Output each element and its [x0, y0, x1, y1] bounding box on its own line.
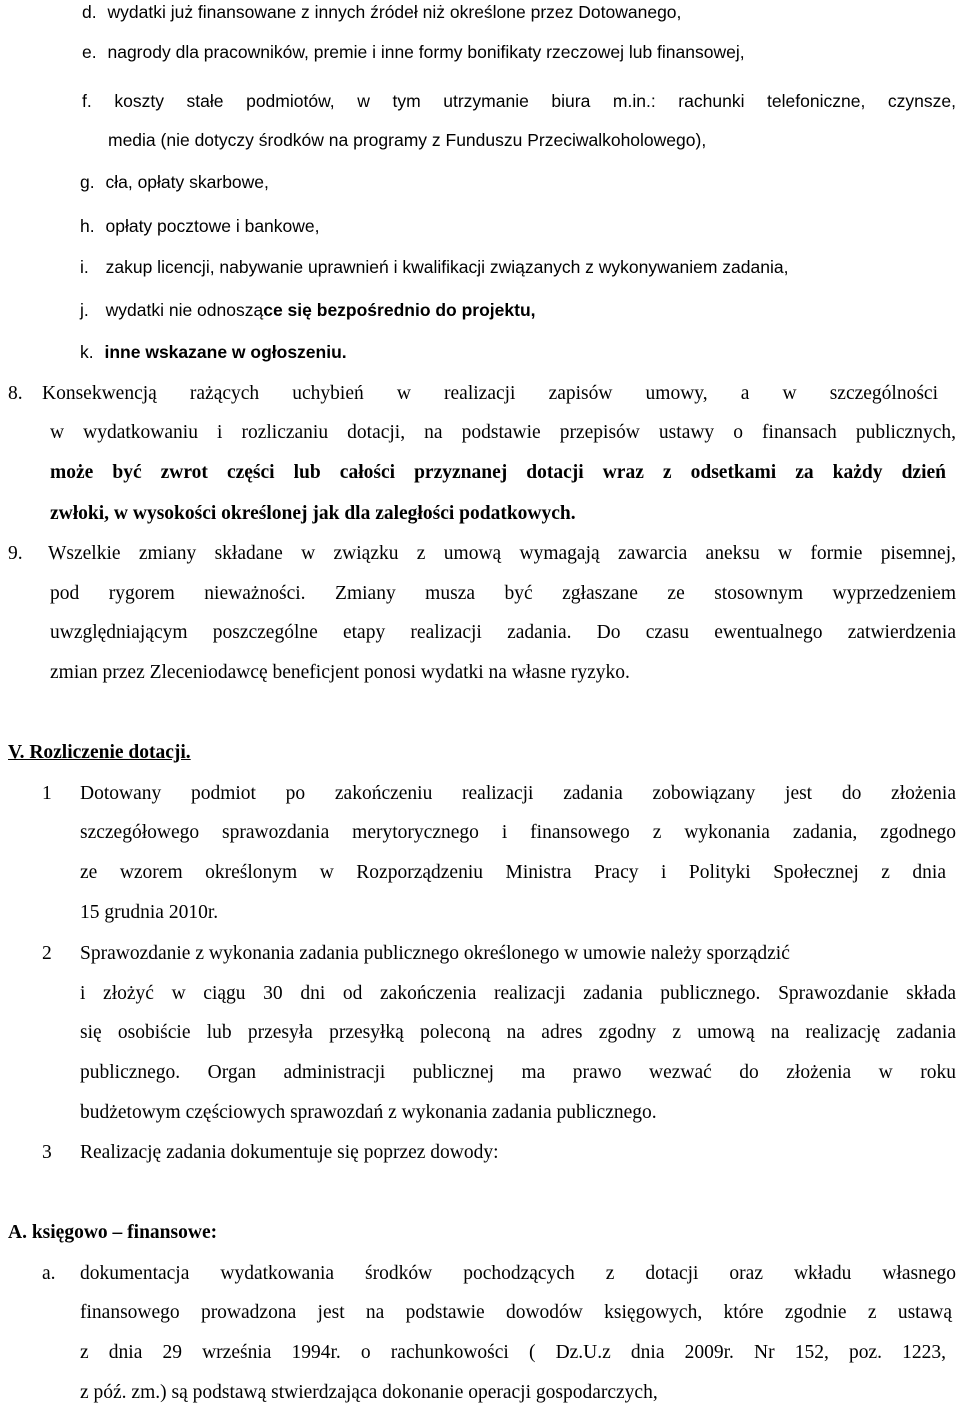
item-8-line-1: Konsekwencją rażących uchybień w realizacji zapisów umowy, a w szczególności	[42, 383, 938, 404]
list-item-g	[80, 172, 269, 193]
section-v-item-1-line-2: szczegółowego sprawozdania merytorycznego i finansowego z wykonania zadania, zgodnego	[80, 822, 956, 843]
item-8-line-2: w wydatkowaniu i rozliczaniu dotacji, na podstawie przepisów ustawy o finansach publicznych,	[50, 422, 956, 443]
list-text: zakup licencji, nabywanie uprawnień i kwalifikacji związanych z wykonywaniem zadania,	[105, 257, 789, 277]
section-a-item-a-line-2: finansowego prowadzona jest na podstawie dowodów księgowych, które zgodnie z ustawą	[80, 1302, 952, 1323]
section-v-item-2-line-4: publicznego. Organ administracji publicznej ma prawo wezwać do złożenia w roku	[80, 1062, 956, 1083]
list-text: cła, opłaty skarbowe,	[105, 172, 269, 192]
item-9-line-1: Wszelkie zmiany składane w związku z umową wymagają zawarcia aneksu w formie pisemnej,	[48, 543, 956, 564]
section-a-item-a-line-4: z póź. zm.) są podstawą stwierdzająca dokonanie operacji gospodarczych,	[80, 1382, 658, 1403]
list-item-j	[80, 300, 536, 321]
list-item-d	[82, 2, 681, 23]
list-text-normal: wydatki nie odnoszą	[105, 300, 264, 320]
list-item-f-continuation: media (nie dotyczy środków na programy z Funduszu Przeciwalkoholowego),	[108, 130, 707, 150]
list-item-k	[80, 342, 347, 363]
list-marker: f.	[82, 91, 92, 111]
list-text-bold: ce się bezpośrednio do projektu,	[263, 300, 536, 320]
section-v-item-1-number: 1	[42, 783, 52, 804]
section-a-item-a-line-3: z dnia 29 września 1994r. o rachunkowości ( Dz.U.z dnia 2009r. Nr 152, poz. 1223,	[80, 1342, 946, 1363]
section-v-item-2-line-5: budżetowym częściowych sprawozdań z wykonania zadania publicznego.	[80, 1102, 657, 1123]
section-v-item-3-line-1: Realizację zadania dokumentuje się poprzez dowody:	[80, 1142, 499, 1163]
list-marker: d.	[82, 2, 97, 22]
section-v-item-1-line-1: Dotowany podmiot po zakończeniu realizacji zadania zobowiązany jest do złożenia	[80, 783, 956, 804]
section-v-item-2-number: 2	[42, 943, 52, 964]
section-a-heading: A. księgowo – finansowe:	[8, 1222, 218, 1243]
section-v-heading: V. Rozliczenie dotacji.	[8, 742, 191, 763]
section-v-item-1-line-4: 15 grudnia 2010r.	[80, 902, 219, 923]
item-9-line-3: uwzględniającym poszczególne etapy realizacji zadania. Do czasu ewentualnego zatwierdzenia	[50, 622, 956, 643]
section-a-item-a-marker: a.	[42, 1263, 56, 1284]
section-v-item-2-line-1: Sprawozdanie z wykonania zadania publicznego określonego w umowie należy sporządzić	[80, 943, 790, 964]
section-v-item-2-line-2: i złożyć w ciągu 30 dni od zakończenia realizacji zadania publicznego. Sprawozdanie składa	[80, 983, 956, 1004]
list-marker: i.	[80, 257, 89, 277]
list-text: opłaty pocztowe i bankowe,	[105, 216, 320, 236]
section-v-item-3-number: 3	[42, 1142, 52, 1163]
list-marker: j.	[80, 300, 89, 320]
list-text: wydatki już finansowane z innych źródeł niż określone przez Dotowanego,	[107, 2, 682, 22]
item-9-number: 9.	[8, 543, 23, 564]
list-text	[106, 300, 536, 320]
section-v-item-2-line-3: się osobiście lub przesyła przesyłką poleconą na adres zgodny z umową na realizację zadania	[80, 1022, 956, 1043]
section-v-item-1-line-3: ze wzorem określonym w Rozporządzeniu Ministra Pracy i Polityki Społecznej z dnia	[80, 862, 946, 883]
list-item-e	[82, 42, 745, 63]
list-marker: h.	[80, 216, 95, 236]
list-text: nagrody dla pracowników, premie i inne formy bonifikaty rzeczowej lub finansowej,	[107, 42, 745, 62]
list-marker: g.	[80, 172, 95, 192]
item-9-line-4: zmian przez Zleceniodawcę beneficjent ponosi wydatki na własne ryzyko.	[50, 662, 630, 683]
list-item-f	[82, 91, 956, 112]
list-text: koszty stałe podmiotów, w tym utrzymanie biura m.in.: rachunki telefoniczne, czynsze,	[114, 91, 956, 111]
item-8-line-4: zwłoki, w wysokości określonej jak dla zaległości podatkowych.	[50, 503, 576, 524]
list-item-h	[80, 216, 320, 237]
item-8-line-3: może być zwrot części lub całości przyznanej dotacji wraz z odsetkami za każdy dzień	[50, 462, 946, 483]
item-9-line-2: pod rygorem nieważności. Zmiany musza być zgłaszane ze stosownym wyprzedzeniem	[50, 583, 956, 604]
list-marker: k.	[80, 342, 94, 362]
list-item-i	[80, 257, 788, 278]
list-marker: e.	[82, 42, 97, 62]
section-a-item-a-line-1: dokumentacja wydatkowania środków pochodzących z dotacji oraz wkładu własnego	[80, 1263, 956, 1284]
item-8-number: 8.	[8, 383, 23, 404]
list-text: inne wskazane w ogłoszeniu.	[104, 342, 347, 362]
